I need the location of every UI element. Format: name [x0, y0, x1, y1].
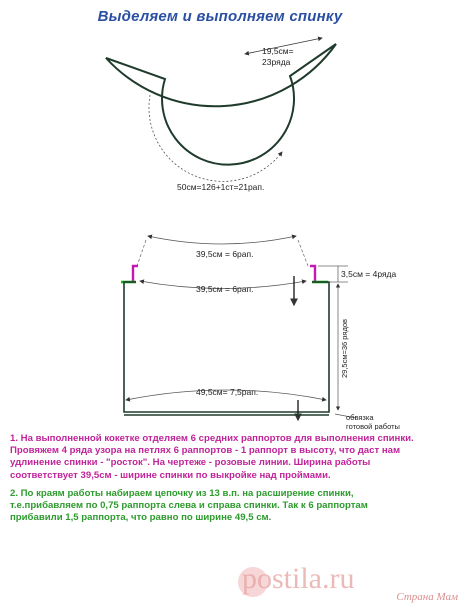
neck-arc — [149, 95, 282, 181]
yoke-back-arc — [148, 236, 296, 244]
page-title: Выделяем и выполняем спинку — [97, 8, 343, 25]
instructions — [10, 433, 420, 524]
shoulder-label: 19,5см= — [262, 46, 294, 56]
rise-label: 3,5см = 4ряда — [341, 269, 397, 279]
rise-left — [133, 266, 138, 281]
yoke-back-label: 39,5см = 6рап. — [196, 249, 254, 259]
neck-label: 50см=126+1ст=21рап. — [177, 182, 265, 192]
back-top-label: 39,5см = 6рап. — [196, 284, 254, 294]
instruction-2: 2. По краям работы набираем цепочку из 13 в.п. на расширение спинки, т.е.прибавляем по 0,75 раппорта слева и справа спинки. Так к 6 раппортам прибавили 1,5 раппорта, что равно по ширине 49,5 см. — [10, 487, 368, 524]
edging-label-2: готовой работы — [346, 422, 400, 430]
instruction-1: 1. На выполненной кокетке отделяем 6 средних раппортов для выполнения спинки. Провяжем 4 ряда узора на петлях 6 раппортов - 1 раппорт в высоту, что даст нам удлинение спинки - "росток". На чертеже - розовые линии. Ширина работы соответствует 39,5см - ширине спинки по выкройке над проймами. — [10, 433, 414, 481]
watermark-sub: Страна Мам — [396, 591, 458, 603]
shoulder-rows-label: 23ряда — [262, 57, 291, 67]
watermark-text: postila.ru — [242, 562, 355, 595]
yoke-outline — [106, 44, 336, 165]
rise-right — [310, 266, 315, 281]
guide-left — [137, 240, 146, 266]
bottom-label: 49,5см= 7,5рап. — [196, 387, 259, 397]
guide-right — [298, 240, 308, 266]
watermark — [228, 555, 460, 609]
edging-label: обвязка — [346, 413, 374, 422]
height-label: 29,5см=36 рядов — [340, 319, 349, 378]
